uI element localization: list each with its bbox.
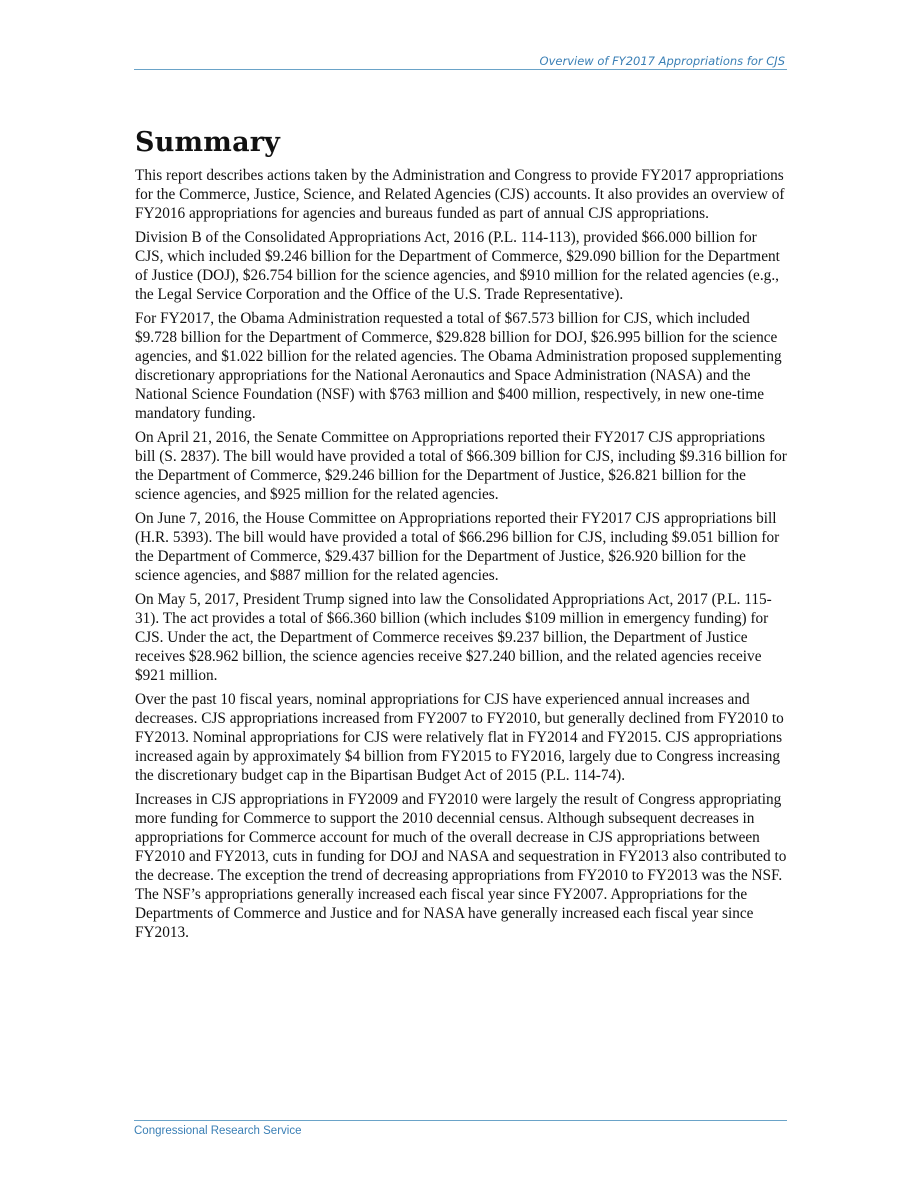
- paragraph-census-and-trends: Increases in CJS appropriations in FY2009 and FY2010 were largely the result of Congress appropriating more funding for Commerce to support the 2010 decennial census. Although subsequent decreases in appropriations for Commerce account for much of the overall decrease in CJS appropriations between FY2010 and FY2013, cuts in funding for DOJ and NASA and sequestration in FY2013 also contributed to the decrease. The exception the trend of decreasing appropriations from FY2010 to FY2013 was the NSF. The NSF’s appropriations generally increased each fiscal year since FY2007. Appropriations for the Departments of Commerce and Justice and for NASA have generally increased each fiscal year since FY2013.: [135, 791, 787, 941]
- page-header: [134, 55, 787, 70]
- page-footer: [134, 1120, 787, 1138]
- section-heading: Summary: [135, 127, 281, 158]
- footer-publisher: Congressional Research Service: [134, 1125, 302, 1137]
- paragraph-ten-year-trend: Over the past 10 fiscal years, nominal appropriations for CJS have experienced annual increases and decreases. CJS appropriations increased from FY2007 to FY2010, but generally declined from FY2010 to FY2013. Nominal appropriations for CJS were relatively flat in FY2014 and FY2015. CJS appropriations increased again by approximately $4 billion from FY2015 to FY2016, largely due to Congress increasing the discretionary budget cap in the Bipartisan Budget Act of 2015 (P.L. 114-74).: [135, 691, 784, 784]
- running-header-title: Overview of FY2017 Appropriations for CJS: [539, 54, 785, 68]
- paragraph-fy2016-appropriations: Division B of the Consolidated Appropriations Act, 2016 (P.L. 114-113), provided $66.000 billion for CJS, which included $9.246 billion for the Department of Commerce, $29.090 billion for the Department of Justice (DOJ), $26.754 billion for the science agencies, and $910 million for the related agencies (e.g., the Legal Service Corporation and the Office of the U.S. Trade Representative).: [135, 229, 780, 303]
- document-body: [135, 126, 787, 947]
- paragraph-senate-bill: On April 21, 2016, the Senate Committee on Appropriations reported their FY2017 CJS appropriations bill (S. 2837). The bill would have provided a total of $66.309 billion for CJS, including $9.316 billion for the Department of Commerce, $29.246 billion for the Department of Justice, $26.821 billion for the science agencies, and $925 million for the related agencies.: [135, 429, 787, 503]
- paragraph-intro: This report describes actions taken by the Administration and Congress to provide FY2017 appropriations for the Commerce, Justice, Science, and Related Agencies (CJS) accounts. It also provides an overview of FY2016 appropriations for agencies and bureaus funded as part of annual CJS appropriations.: [135, 167, 785, 222]
- paragraph-house-bill: On June 7, 2016, the House Committee on Appropriations reported their FY2017 CJS appropriations bill (H.R. 5393). The bill would have provided a total of $66.296 billion for CJS, including $9.051 billion for the Department of Commerce, $29.437 billion for the Department of Justice, $26.920 billion for the science agencies, and $887 million for the related agencies.: [135, 510, 780, 584]
- paragraph-enacted-law: On May 5, 2017, President Trump signed into law the Consolidated Appropriations Act, 2017 (P.L. 115-31). The act provides a total of $66.360 billion (which includes $109 million in emergency funding) for CJS. Under the act, the Department of Commerce receives $9.237 billion, the Department of Justice receives $28.962 billion, the science agencies receive $27.240 billion, and the related agencies receive $921 million.: [135, 591, 772, 684]
- paragraph-fy2017-request: For FY2017, the Obama Administration requested a total of $67.573 billion for CJS, which included $9.728 billion for the Department of Commerce, $29.828 billion for DOJ, $26.995 billion for the science agencies, and $1.022 billion for the related agencies. The Obama Administration proposed supplementing discretionary appropriations for the National Aeronautics and Space Administration (NASA) and the National Science Foundation (NSF) with $763 million and $400 million, respectively, in new one-time mandatory funding.: [135, 310, 782, 422]
